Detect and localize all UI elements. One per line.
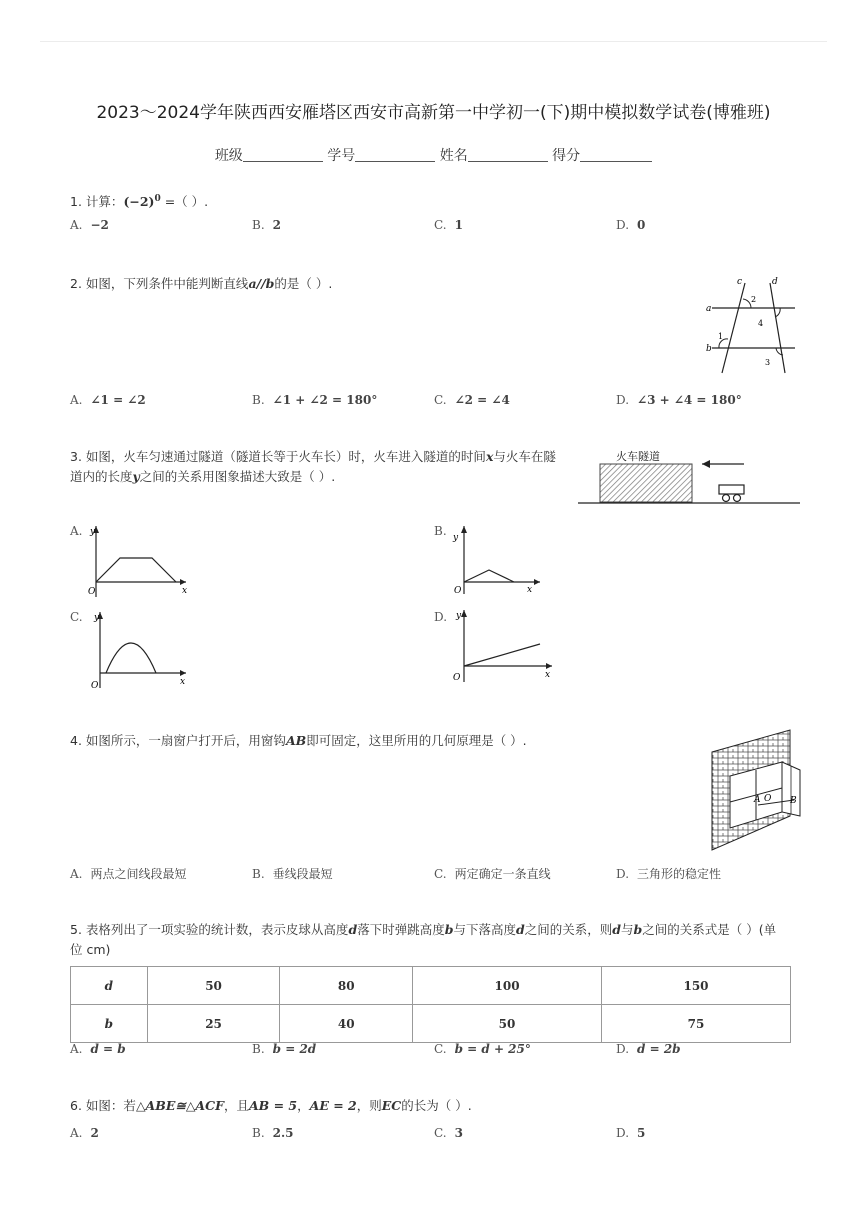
point-label-a: A (754, 795, 761, 805)
line-label-a: a (706, 304, 712, 314)
y-axis-label: y (453, 533, 459, 543)
question-2 (70, 274, 332, 294)
math-variable: d (515, 922, 525, 937)
question-4 (70, 731, 527, 751)
question-text: ，则 (356, 1098, 382, 1113)
table-cell-header: d (71, 967, 148, 1005)
q6-option-b[interactable]: B. 2.5 (252, 1126, 294, 1140)
math-expression: △ABE≅△ACF (135, 1098, 224, 1113)
q3-option-a[interactable]: A. (70, 524, 83, 538)
student-id-blank[interactable] (355, 147, 435, 162)
question-text: 与 (620, 922, 634, 937)
experiment-table (70, 966, 791, 1043)
q4-option-a[interactable]: A. 两点之间线段最短 (70, 867, 187, 881)
student-info-line (0, 145, 867, 165)
question-text: 如图，火车匀速通过隧道（隧道长等于火车长）时，火车进入隧道的时间 (85, 449, 486, 464)
student-id-label: 学号 (327, 148, 356, 164)
point-label-o: O (764, 794, 772, 804)
question-number: 2. (70, 276, 82, 291)
question-text: 道内的长度 (70, 469, 133, 484)
question-text: 之间的关系式是（ ）(单 (642, 922, 777, 937)
x-axis-label: x (527, 585, 533, 595)
q5-option-c[interactable]: C. b = d + 25° (434, 1042, 531, 1056)
question-text: 表格列出了一项实验的统计数，表示皮球从高度 (85, 922, 349, 937)
math-exponent: 0 (154, 194, 161, 204)
line-label-c: c (737, 277, 743, 287)
question-text: ，且 (223, 1098, 249, 1113)
math-variable: d (612, 922, 621, 937)
math-expression: AE = 2 (309, 1098, 357, 1113)
q1-option-a[interactable]: A. −2 (70, 218, 109, 232)
y-axis-label: y (90, 527, 96, 537)
question-number: 4. (70, 733, 82, 748)
math-variable: x (485, 449, 494, 464)
q5-option-a[interactable]: A. d = b (70, 1042, 126, 1056)
question-5 (70, 920, 800, 960)
q1-option-d[interactable]: D. 0 (616, 218, 646, 232)
score-blank[interactable] (580, 147, 652, 162)
table-row (71, 967, 791, 1005)
math-variable: b (633, 922, 643, 937)
table-cell: 50 (147, 967, 280, 1005)
graph-d[interactable] (450, 606, 556, 686)
origin-label: O (88, 587, 96, 597)
table-cell-header: b (71, 1005, 148, 1043)
q2-option-d[interactable]: D. ∠3 + ∠4 = 180° (616, 393, 742, 407)
line-label-b: b (706, 344, 712, 354)
table-cell: 100 (413, 967, 602, 1005)
question-1 (70, 189, 208, 212)
parallel-lines-figure (700, 275, 800, 375)
q2-option-c[interactable]: C. ∠2 = ∠4 (434, 393, 510, 407)
tunnel-label: 火车隧道 (616, 450, 660, 463)
graph-b[interactable] (452, 522, 544, 596)
window-hook-figure (708, 728, 804, 854)
question-number: 5. (70, 922, 82, 937)
math-expression: AB (285, 733, 307, 748)
table-cell: 25 (147, 1005, 280, 1043)
math-variable: d (348, 922, 358, 937)
table-cell: 75 (602, 1005, 791, 1043)
line-label-d: d (772, 277, 778, 287)
class-blank[interactable] (243, 147, 323, 162)
q3-option-d[interactable]: D. (434, 610, 448, 624)
y-axis-label: y (456, 611, 462, 621)
question-text: 位 cm) (70, 942, 111, 957)
q1-option-b[interactable]: B. 2 (252, 218, 281, 232)
math-expression: AB = 5 (248, 1098, 298, 1113)
q5-option-b[interactable]: B. b = 2d (252, 1042, 317, 1056)
question-number: 1. (70, 194, 82, 210)
math-variable: y (132, 469, 140, 484)
question-text: 之间的关系用图象描述大致是（ ）. (139, 469, 336, 484)
question-text: 计算： (85, 194, 124, 210)
q4-option-c[interactable]: C. 两定确定一条直线 (434, 867, 551, 881)
y-axis-label: y (94, 613, 100, 623)
header-divider (40, 41, 827, 42)
question-3 (70, 447, 570, 487)
question-number: 6. (70, 1098, 82, 1113)
origin-label: O (453, 673, 461, 683)
table-cell: 50 (413, 1005, 602, 1043)
point-label-b: B (790, 796, 797, 806)
angle-label-3: 3 (765, 358, 771, 367)
question-text: 落下时弹跳高度 (357, 922, 445, 937)
question-text: 的是（ ）. (274, 276, 333, 291)
math-expression: EC (381, 1098, 402, 1113)
math-variable: b (444, 922, 454, 937)
question-text: 的长为（ ）. (401, 1098, 472, 1113)
question-text: 与下落高度 (453, 922, 516, 937)
question-text: 即可固定，这里所用的几何原理是（ ）. (306, 733, 527, 748)
angle-label-4: 4 (758, 319, 764, 328)
graph-c[interactable] (88, 608, 192, 690)
x-axis-label: x (180, 677, 186, 687)
angle-label-1: 1 (718, 332, 724, 341)
table-cell: 40 (280, 1005, 413, 1043)
q4-option-d[interactable]: D. 三角形的稳定性 (616, 867, 722, 881)
math-expression: (−2) (123, 194, 155, 210)
x-axis-label: x (545, 670, 551, 680)
q6-option-a[interactable]: A. 2 (70, 1126, 99, 1140)
origin-label: O (454, 586, 462, 596)
question-text: ， (297, 1098, 310, 1113)
origin-label: O (91, 681, 99, 691)
train-tunnel-figure (578, 446, 803, 508)
question-text: 如图，下列条件中能判断直线 (85, 276, 249, 291)
q5-option-d[interactable]: D. d = 2b (616, 1042, 681, 1056)
class-label: 班级 (214, 148, 243, 164)
question-text: 如图：若 (85, 1098, 136, 1113)
q6-option-c[interactable]: C. 3 (434, 1126, 463, 1140)
q2-option-a[interactable]: A. ∠1 = ∠2 (70, 393, 146, 407)
question-6 (70, 1096, 472, 1116)
q2-option-b[interactable]: B. ∠1 + ∠2 = 180° (252, 393, 378, 407)
q3-option-c[interactable]: C. (70, 610, 83, 624)
angle-label-2: 2 (751, 295, 757, 304)
question-text: =（ ）. (164, 194, 209, 210)
table-cell: 80 (280, 967, 413, 1005)
question-text: 如图所示，一扇窗户打开后，用窗钩 (85, 733, 286, 748)
question-text: 与火车在隧 (493, 449, 556, 464)
score-label: 得分 (552, 148, 581, 164)
q4-option-b[interactable]: B. 垂线段最短 (252, 867, 333, 881)
math-expression: a//b (248, 276, 275, 291)
x-axis-label: x (182, 586, 188, 596)
q6-option-d[interactable]: D. 5 (616, 1126, 646, 1140)
table-cell: 150 (602, 967, 791, 1005)
table-row (71, 1005, 791, 1043)
exam-title: 2023～2024学年陕西西安雁塔区西安市高新第一中学初一(下)期中模拟数学试卷(博雅班) (96, 103, 771, 123)
name-blank[interactable] (468, 147, 548, 162)
name-label: 姓名 (439, 148, 468, 164)
q1-option-c[interactable]: C. 1 (434, 218, 463, 232)
graph-a[interactable] (86, 522, 192, 598)
question-text: 之间的关系，则 (524, 922, 613, 937)
q3-option-b[interactable]: B. (434, 524, 447, 538)
question-number: 3. (70, 449, 82, 464)
